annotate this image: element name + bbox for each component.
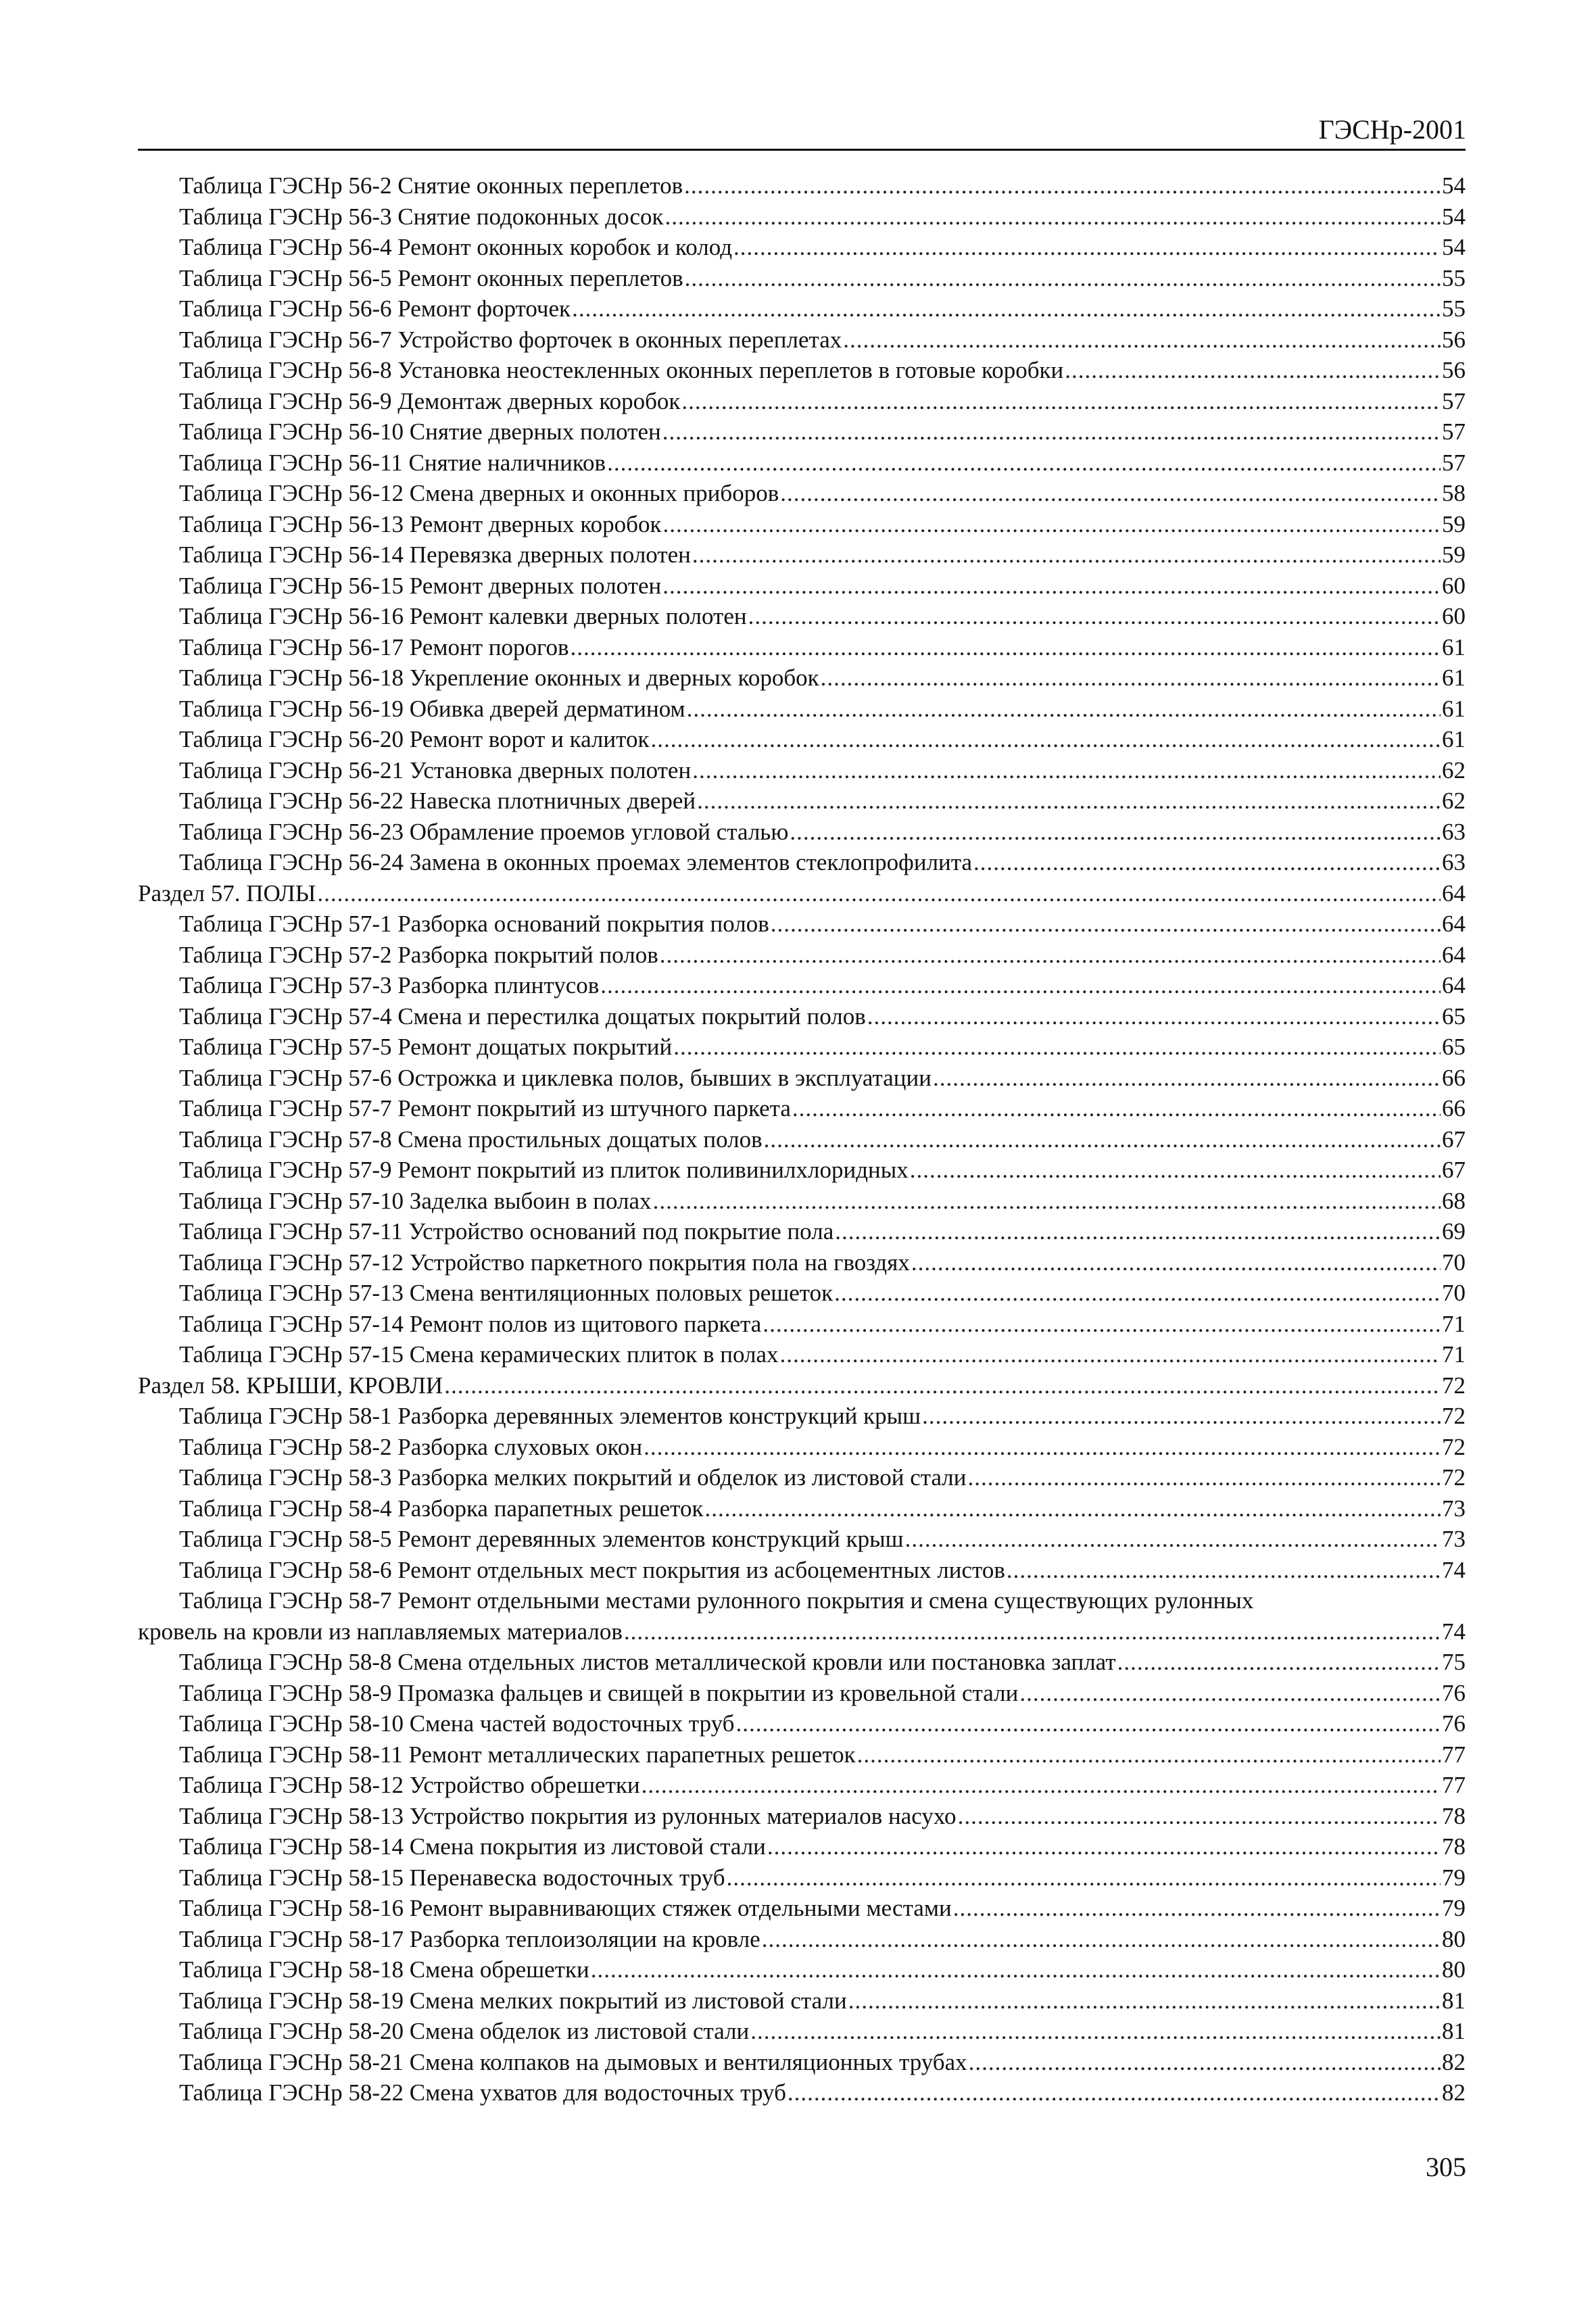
toc-entry-label: Таблица ГЭСНр 58-4 Разборка парапетных решеток — [179, 1495, 704, 1522]
toc-entry-page: 73 — [1442, 1495, 1466, 1522]
dot-leader — [662, 416, 1441, 448]
toc-entry-label: Таблица ГЭСНр 56-15 Ремонт дверных полотен — [179, 572, 662, 599]
toc-entry-page: 56 — [1442, 357, 1466, 383]
toc-entry-label: Таблица ГЭСНр 56-6 Ремонт форточек — [179, 295, 571, 322]
toc-entry-page: 82 — [1442, 2048, 1466, 2075]
toc-entry-label: Таблица ГЭСНр 57-4 Смена и перестилка дощатых покрытий полов — [179, 1003, 866, 1030]
toc-entry-page: 56 — [1442, 326, 1466, 353]
toc-entry-label-continuation: кровель на кровли из наплавляемых материалов — [138, 1618, 623, 1645]
toc-entry-label: Таблица ГЭСНр 58-20 Смена обделок из листовой стали — [179, 2018, 750, 2044]
toc-entry-page: 63 — [1442, 818, 1466, 845]
dot-leader — [973, 847, 1441, 878]
toc-entry-label: Таблица ГЭСНр 57-6 Острожка и циклевка полов, бывших в эксплуатации — [179, 1064, 932, 1091]
dot-leader — [835, 1216, 1441, 1247]
toc-table-entry — [138, 1309, 1466, 1340]
dot-leader — [650, 724, 1441, 755]
toc-entry-label: Таблица ГЭСНр 57-12 Устройство паркетного покрытия пола на гвоздях — [179, 1249, 910, 1276]
toc-entry-label: Таблица ГЭСНр 57-11 Устройство оснований под покрытие пола — [179, 1218, 834, 1245]
toc-table-entry — [138, 1801, 1466, 1832]
toc-entry-page: 75 — [1442, 1649, 1466, 1675]
toc-entry-label: Таблица ГЭСНр 56-12 Смена дверных и оконных приборов — [179, 480, 779, 506]
toc-table-entry — [138, 1708, 1466, 1739]
toc-entry-label: Таблица ГЭСНр 58-13 Устройство покрытия из рулонных материалов насухо — [179, 1802, 957, 1829]
toc-table-entry — [138, 509, 1466, 540]
toc-table-entry — [138, 386, 1466, 417]
toc-table-entry — [138, 755, 1466, 786]
toc-entry-label: Таблица ГЭСНр 58-18 Смена обрешетки — [179, 1956, 589, 1983]
toc-entry-label: Таблица ГЭСНр 57-8 Смена простильных дощатых полов — [179, 1126, 763, 1153]
toc-entry-page: 74 — [1442, 1618, 1466, 1645]
toc-table-entry — [138, 1124, 1466, 1155]
dot-leader — [692, 755, 1441, 786]
dot-leader — [1007, 1555, 1441, 1586]
toc-entry-page: 78 — [1442, 1802, 1466, 1829]
toc-entry-label: Таблица ГЭСНр 56-22 Навеска плотничных дверей — [179, 788, 696, 814]
dot-leader — [1065, 355, 1441, 386]
toc-entry-page: 54 — [1442, 234, 1466, 260]
dot-leader — [790, 817, 1441, 848]
toc-entry-page: 54 — [1442, 172, 1466, 199]
dot-leader — [792, 1093, 1441, 1124]
dot-leader — [910, 1155, 1441, 1186]
toc-entry-label: Таблица ГЭСНр 58-14 Смена покрытия из листовой стали — [179, 1833, 766, 1860]
toc-entry-page: 72 — [1442, 1433, 1466, 1460]
toc-entry-label: Таблица ГЭСНр 58-5 Ремонт деревянных элементов конструкций крыш — [179, 1526, 904, 1552]
toc-table-entry — [138, 1093, 1466, 1124]
dot-leader — [444, 1370, 1441, 1401]
toc-table-entry — [138, 909, 1466, 940]
toc-table-entry — [138, 1924, 1466, 1955]
toc-entry-label: Таблица ГЭСНр 57-10 Заделка выбоин в полах — [179, 1187, 652, 1214]
dot-leader — [653, 1186, 1441, 1217]
toc-table-entry — [138, 817, 1466, 848]
toc-entry-label: Таблица ГЭСНр 56-13 Ремонт дверных коробок — [179, 510, 662, 537]
toc-table-entry — [138, 571, 1466, 602]
toc-entry-page: 81 — [1442, 1987, 1466, 2014]
toc-entry-page: 70 — [1442, 1249, 1466, 1276]
dot-leader — [750, 2016, 1441, 2047]
toc-table-entry — [138, 1278, 1466, 1309]
toc-table-entry — [138, 1339, 1466, 1370]
toc-entry-label: Таблица ГЭСНр 58-16 Ремонт выравнивающих стяжек отдельными местами — [179, 1895, 952, 1921]
dot-leader — [834, 1278, 1441, 1309]
toc-table-entry — [138, 847, 1466, 878]
toc-table-entry — [138, 1247, 1466, 1278]
toc-table-entry — [138, 1616, 1466, 1647]
dot-leader — [969, 2047, 1441, 2078]
toc-table-entry — [138, 478, 1466, 509]
toc-entry-page: 76 — [1442, 1710, 1466, 1737]
toc-table-entry — [138, 1739, 1466, 1770]
toc-entry-label: Таблица ГЭСНр 56-17 Ремонт порогов — [179, 633, 569, 660]
toc-entry-page: 81 — [1442, 2018, 1466, 2044]
toc-entry-page: 79 — [1442, 1895, 1466, 1921]
toc-table-entry — [138, 1462, 1466, 1493]
dot-leader — [727, 1862, 1441, 1893]
toc-table-entry — [138, 724, 1466, 755]
dot-leader — [788, 2077, 1441, 2108]
dot-leader — [911, 1247, 1441, 1278]
toc-table-entry — [138, 1524, 1466, 1555]
toc-entry-label: Таблица ГЭСНр 58-19 Смена мелких покрытий из листовой стали — [179, 1987, 847, 2014]
toc-table-entry — [138, 1985, 1466, 2017]
toc-table-entry — [138, 662, 1466, 694]
dot-leader — [764, 1124, 1441, 1155]
dot-leader — [905, 1524, 1441, 1555]
toc-table-entry — [138, 2016, 1466, 2047]
toc-entry-page: 55 — [1442, 295, 1466, 322]
toc-entry-page: 68 — [1442, 1187, 1466, 1214]
dot-leader — [735, 1708, 1441, 1739]
toc-entry-page: 61 — [1442, 665, 1466, 691]
toc-entry-page: 73 — [1442, 1526, 1466, 1552]
toc-entry-label: Таблица ГЭСНр 57-15 Смена керамических плиток в полах — [179, 1341, 779, 1368]
toc-entry-label: Таблица ГЭСНр 58-7 Ремонт отдельными местами рулонного покрытия и смена существующих рулонных — [179, 1587, 1254, 1614]
toc-entry-page: 60 — [1442, 572, 1466, 599]
toc-entry-page: 62 — [1442, 756, 1466, 783]
dot-leader — [933, 1063, 1441, 1094]
dot-leader — [763, 1309, 1441, 1340]
dot-leader — [848, 1985, 1441, 2017]
toc-entry-label: Таблица ГЭСНр 56-10 Снятие дверных полотен — [179, 418, 661, 445]
toc-table-entry — [138, 1155, 1466, 1186]
toc-entry-label: Таблица ГЭСНр 56-8 Установка неостекленных оконных переплетов в готовые коробки — [179, 357, 1064, 383]
toc-entry-label: Таблица ГЭСНр 58-8 Смена отдельных листов металлической кровли или постановка заплат — [179, 1649, 1116, 1675]
dot-leader — [572, 293, 1441, 324]
toc-entry-label: Таблица ГЭСНр 56-2 Снятие оконных переплетов — [179, 172, 683, 199]
dot-leader — [767, 1831, 1441, 1862]
toc-entry-label: Таблица ГЭСНр 56-11 Снятие наличников — [179, 449, 606, 476]
toc-entry-page: 80 — [1442, 1956, 1466, 1983]
toc-table-entry — [138, 1647, 1466, 1678]
toc-entry-page: 78 — [1442, 1833, 1466, 1860]
toc-table-entry — [138, 1862, 1466, 1893]
toc-entry-label: Таблица ГЭСНр 58-9 Промазка фальцев и свищей в покрытии из кровельной стали — [179, 1679, 1019, 1706]
toc-entry-page: 77 — [1442, 1772, 1466, 1798]
dot-leader — [958, 1801, 1441, 1832]
toc-table-entry — [138, 1954, 1466, 1985]
toc-table-entry — [138, 1555, 1466, 1586]
dot-leader — [591, 1954, 1441, 1985]
toc-entry-label: Таблица ГЭСНр 56-9 Демонтаж дверных коробок — [179, 387, 681, 414]
toc-entry-page: 58 — [1442, 480, 1466, 506]
dot-leader — [857, 1739, 1441, 1770]
toc-entry-label: Таблица ГЭСНр 57-3 Разборка плинтусов — [179, 972, 600, 998]
running-header: ГЭСНр-2001 — [1318, 114, 1466, 145]
toc-table-entry — [138, 940, 1466, 971]
dot-leader — [1019, 1678, 1441, 1709]
dot-leader — [624, 1616, 1441, 1647]
dot-leader — [968, 1462, 1441, 1493]
toc-entry-label: Таблица ГЭСНр 56-14 Перевязка дверных полотен — [179, 541, 691, 568]
toc-entry-page: 57 — [1442, 449, 1466, 476]
dot-leader — [607, 448, 1441, 479]
toc-entry-label: Раздел 58. КРЫШИ, КРОВЛИ — [138, 1372, 443, 1399]
dot-leader — [571, 632, 1441, 663]
toc-table-entry — [138, 1493, 1466, 1524]
toc-entry-page: 59 — [1442, 541, 1466, 568]
toc-table-entry — [138, 1432, 1466, 1463]
toc-table-entry — [138, 170, 1466, 201]
toc-entry-page: 61 — [1442, 695, 1466, 722]
dot-leader — [780, 1339, 1441, 1370]
toc-entry-page: 72 — [1442, 1372, 1466, 1399]
dot-leader — [780, 478, 1441, 509]
toc-entry-label: Таблица ГЭСНр 56-23 Обрамление проемов угловой сталью — [179, 818, 789, 845]
toc-entry-page: 67 — [1442, 1126, 1466, 1153]
toc-table-entry — [138, 601, 1466, 632]
toc-entry-label: Таблица ГЭСНр 56-18 Укрепление оконных и дверных коробок — [179, 665, 819, 691]
toc-entry-page: 64 — [1442, 879, 1466, 907]
toc-table-entry — [138, 232, 1466, 263]
toc-table-entry — [138, 1893, 1466, 1924]
header-rule — [138, 149, 1466, 151]
dot-leader — [748, 601, 1441, 632]
toc-entry-page: 65 — [1442, 1034, 1466, 1060]
toc-table-entry — [138, 1831, 1466, 1862]
toc-entry-page: 57 — [1442, 387, 1466, 414]
toc-table-entry — [138, 1001, 1466, 1032]
dot-leader — [642, 1770, 1441, 1801]
dot-leader — [697, 786, 1441, 817]
toc-entry-label: Таблица ГЭСНр 56-16 Ремонт калевки дверных полотен — [179, 603, 747, 629]
toc-entry-label: Таблица ГЭСНр 58-15 Перенавеска водосточных труб — [179, 1864, 725, 1891]
toc-entry-label: Таблица ГЭСНр 57-13 Смена вентиляционных половых решеток — [179, 1280, 833, 1306]
toc-entry-page: 61 — [1442, 633, 1466, 660]
dot-leader — [692, 539, 1441, 571]
toc-entry-page: 66 — [1442, 1095, 1466, 1121]
toc-section-entry — [138, 1370, 1466, 1401]
toc-entry-page: 74 — [1442, 1556, 1466, 1583]
table-of-contents — [138, 170, 1466, 2108]
dot-leader — [665, 201, 1441, 233]
dot-leader — [922, 1401, 1441, 1432]
dot-leader — [733, 232, 1441, 263]
toc-entry-label: Таблица ГЭСНр 58-3 Разборка мелких покрытий и обделок из листовой стали — [179, 1464, 967, 1491]
toc-table-entry — [138, 324, 1466, 356]
toc-entry-label: Раздел 57. ПОЛЫ — [138, 879, 316, 907]
dot-leader — [771, 909, 1441, 940]
toc-entry-label: Таблица ГЭСНр 56-3 Снятие подоконных досок — [179, 203, 664, 230]
toc-table-entry — [138, 1032, 1466, 1063]
toc-table-entry — [138, 293, 1466, 324]
toc-entry-label: Таблица ГЭСНр 56-20 Ремонт ворот и калиток — [179, 726, 650, 752]
toc-entry-label: Таблица ГЭСНр 56-5 Ремонт оконных переплетов — [179, 264, 683, 291]
toc-entry-page: 64 — [1442, 911, 1466, 937]
dot-leader — [317, 878, 1441, 909]
toc-entry-label: Таблица ГЭСНр 58-22 Смена ухватов для водосточных труб — [179, 2079, 786, 2106]
toc-entry-page: 82 — [1442, 2079, 1466, 2106]
dot-leader — [953, 1893, 1441, 1924]
dot-leader — [1117, 1647, 1441, 1678]
toc-entry-page: 70 — [1442, 1280, 1466, 1306]
toc-entry-label: Таблица ГЭСНр 57-14 Ремонт полов из щитового паркета — [179, 1310, 762, 1337]
toc-table-entry — [138, 632, 1466, 663]
toc-entry-label: Таблица ГЭСНр 58-17 Разборка теплоизоляции на кровле — [179, 1925, 760, 1952]
toc-entry-page: 57 — [1442, 418, 1466, 445]
toc-entry-page: 67 — [1442, 1157, 1466, 1183]
toc-entry-label: Таблица ГЭСНр 58-2 Разборка слуховых окон — [179, 1433, 643, 1460]
toc-entry-label: Таблица ГЭСНр 57-5 Ремонт дощатых покрытий — [179, 1034, 673, 1060]
toc-table-entry — [138, 1186, 1466, 1217]
toc-entry-page: 55 — [1442, 264, 1466, 291]
toc-table-entry — [138, 1770, 1466, 1801]
dot-leader — [662, 571, 1441, 602]
toc-section-entry — [138, 878, 1466, 909]
toc-entry-page: 59 — [1442, 510, 1466, 537]
dot-leader — [843, 324, 1441, 356]
toc-entry-label: Таблица ГЭСНр 56-4 Ремонт оконных коробок и колод — [179, 234, 733, 260]
dot-leader — [660, 940, 1441, 971]
toc-table-entry — [138, 201, 1466, 233]
dot-leader — [673, 1032, 1441, 1063]
toc-table-entry — [138, 1216, 1466, 1247]
toc-entry-page: 69 — [1442, 1218, 1466, 1245]
toc-table-entry — [138, 2077, 1466, 2108]
toc-entry-label: Таблица ГЭСНр 58-6 Ремонт отдельных мест покрытия из асбоцементных листов — [179, 1556, 1005, 1583]
toc-table-entry — [138, 1401, 1466, 1432]
toc-entry-label: Таблица ГЭСНр 56-21 Установка дверных полотен — [179, 756, 692, 783]
toc-entry-label: Таблица ГЭСНр 57-2 Разборка покрытий полов — [179, 941, 658, 968]
page-number: 305 — [1426, 2152, 1466, 2182]
toc-entry-page: 54 — [1442, 203, 1466, 230]
toc-table-entry — [138, 448, 1466, 479]
toc-entry-label: Таблица ГЭСНр 58-10 Смена частей водосточных труб — [179, 1710, 735, 1737]
toc-entry-label: Таблица ГЭСНр 56-7 Устройство форточек в оконных переплетах — [179, 326, 842, 353]
dot-leader — [867, 1001, 1441, 1032]
toc-entry-page: 62 — [1442, 788, 1466, 814]
toc-table-entry — [138, 2047, 1466, 2078]
toc-table-entry — [138, 694, 1466, 725]
toc-entry-label: Таблица ГЭСНр 58-11 Ремонт металлических парапетных решеток — [179, 1741, 856, 1768]
toc-table-entry — [138, 786, 1466, 817]
toc-entry-page: 77 — [1442, 1741, 1466, 1768]
dot-leader — [600, 970, 1441, 1001]
toc-entry-page: 64 — [1442, 941, 1466, 968]
toc-table-entry — [138, 1678, 1466, 1709]
toc-entry-page: 76 — [1442, 1679, 1466, 1706]
toc-table-entry — [138, 1063, 1466, 1094]
toc-entry-page: 71 — [1442, 1341, 1466, 1368]
dot-leader — [685, 263, 1441, 294]
toc-table-entry — [138, 355, 1466, 386]
toc-entry-label: Таблица ГЭСНр 57-1 Разборка оснований покрытия полов — [179, 911, 769, 937]
toc-entry-label: Таблица ГЭСНр 57-7 Ремонт покрытий из штучного паркета — [179, 1095, 791, 1121]
toc-entry-page: 71 — [1442, 1310, 1466, 1337]
toc-entry-page: 72 — [1442, 1464, 1466, 1491]
toc-entry-page: 72 — [1442, 1403, 1466, 1429]
dot-leader — [681, 386, 1441, 417]
toc-table-entry — [138, 539, 1466, 571]
toc-entry-page: 79 — [1442, 1864, 1466, 1891]
toc-entry-page: 60 — [1442, 603, 1466, 629]
dot-leader — [821, 662, 1441, 694]
toc-entry-page: 63 — [1442, 849, 1466, 875]
toc-table-entry — [138, 263, 1466, 294]
dot-leader — [687, 694, 1441, 725]
toc-entry-page: 65 — [1442, 1003, 1466, 1030]
toc-entry-label: Таблица ГЭСНр 58-12 Устройство обрешетки — [179, 1772, 640, 1798]
dot-leader — [704, 1493, 1441, 1524]
dot-leader — [662, 509, 1441, 540]
dot-leader — [684, 170, 1441, 201]
toc-entry-page: 66 — [1442, 1064, 1466, 1091]
toc-entry-label: Таблица ГЭСНр 56-19 Обивка дверей дерматином — [179, 695, 685, 722]
toc-entry-page: 64 — [1442, 972, 1466, 998]
toc-entry-page: 80 — [1442, 1925, 1466, 1952]
toc-table-entry — [138, 970, 1466, 1001]
toc-entry-label: Таблица ГЭСНр 58-1 Разборка деревянных элементов конструкций крыш — [179, 1403, 921, 1429]
toc-entry-label: Таблица ГЭСНр 57-9 Ремонт покрытий из плиток поливинилхлоридных — [179, 1157, 909, 1183]
dot-leader — [762, 1924, 1441, 1955]
toc-table-entry — [138, 416, 1466, 448]
toc-entry-label: Таблица ГЭСНр 58-21 Смена колпаков на дымовых и вентиляционных трубах — [179, 2048, 967, 2075]
toc-entry-page: 61 — [1442, 726, 1466, 752]
dot-leader — [644, 1432, 1441, 1463]
toc-entry-label: Таблица ГЭСНр 56-24 Замена в оконных проемах элементов стеклопрофилита — [179, 849, 973, 875]
